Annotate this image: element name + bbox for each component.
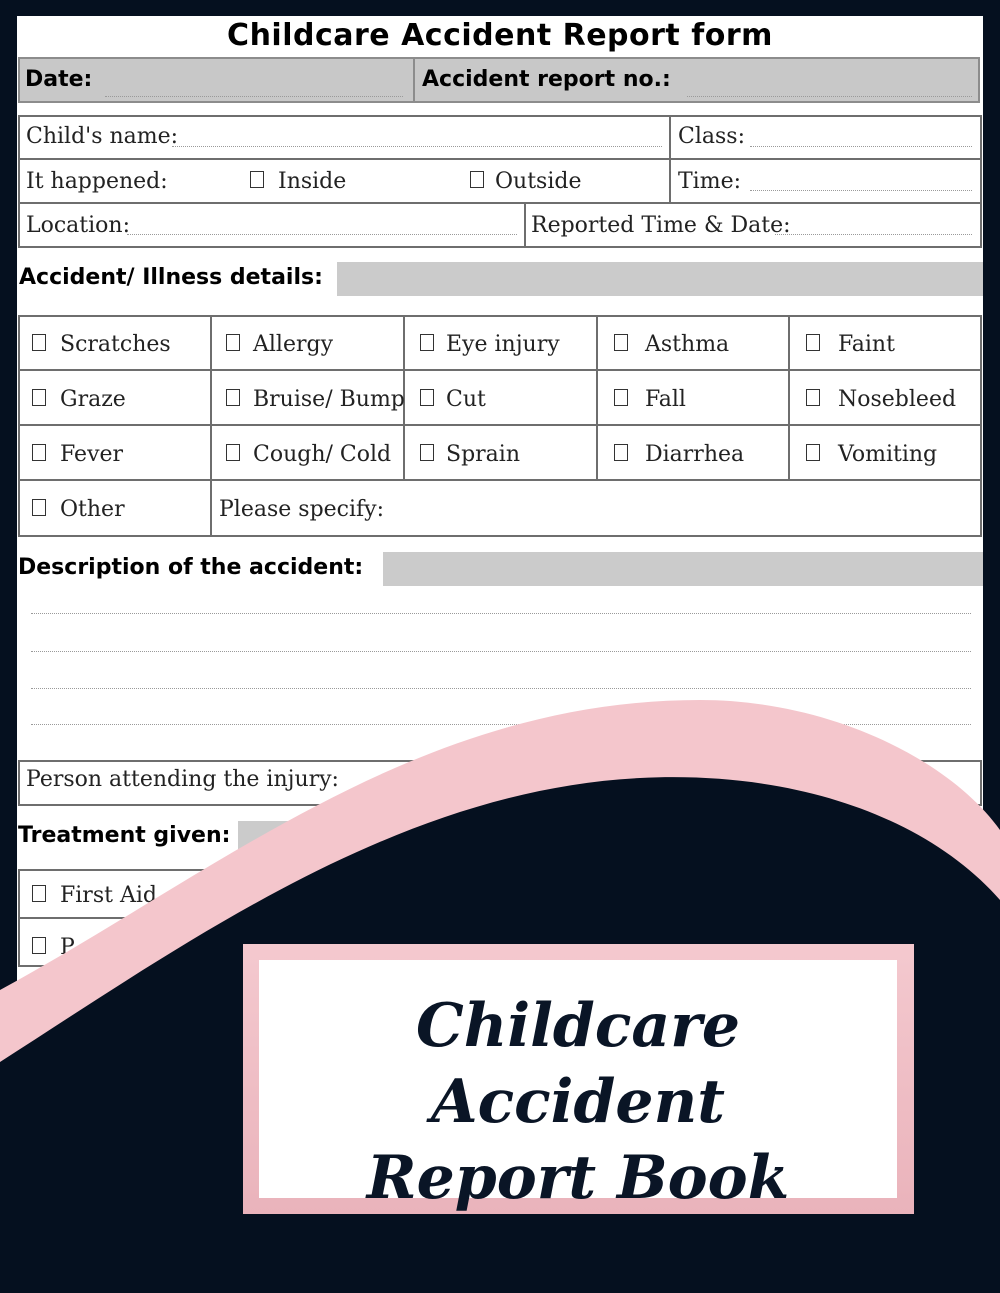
treatment-label: Treatment given: [18,823,231,848]
book-title-line-1: Childcare Accident [415,991,741,1137]
description-label: Description of the accident: [18,555,364,580]
allergy-label: Allergy [253,332,334,357]
child-name-label: Child's name: [26,124,179,149]
outside-label: Outside [495,169,582,194]
eye-injury-label: Eye injury [446,332,560,357]
first-aid-label: First Aid [60,883,157,908]
class-label: Class: [678,124,745,149]
second-treatment-label: P [60,935,75,960]
faint-label: Faint [838,332,895,357]
date-label: Date: [25,67,93,92]
sprain-label: Sprain [446,442,520,467]
vomiting-label: Vomiting [838,442,938,467]
asthma-label: Asthma [645,332,730,357]
graze-label: Graze [60,387,126,412]
book-title [259,988,897,1216]
person-attending-label: Person attending the injury: [26,767,339,792]
inside-label: Inside [278,169,347,194]
form-title: Childcare Accident Report form [227,18,773,53]
time-label: Time: [678,169,742,194]
diarrhea-label: Diarrhea [645,442,745,467]
reported-label: Reported Time & Date: [531,213,791,238]
cough-cold-label: Cough/ Cold [253,442,392,467]
cut-label: Cut [446,387,486,412]
other-label: Other [60,497,125,522]
report-no-label: Accident report no.: [422,67,671,92]
scratches-label: Scratches [60,332,171,357]
details-label: Accident/ Illness details: [19,265,323,290]
nosebleed-label: Nosebleed [838,387,957,412]
book-title-line-2: Report Book [366,1143,790,1213]
it-happened-label: It happened: [26,169,168,194]
fall-label: Fall [645,387,686,412]
location-label: Location: [26,213,130,238]
bruise-bump-label: Bruise/ Bump [253,387,405,412]
fever-label: Fever [60,442,124,467]
specify-label: Please specify: [219,497,385,522]
